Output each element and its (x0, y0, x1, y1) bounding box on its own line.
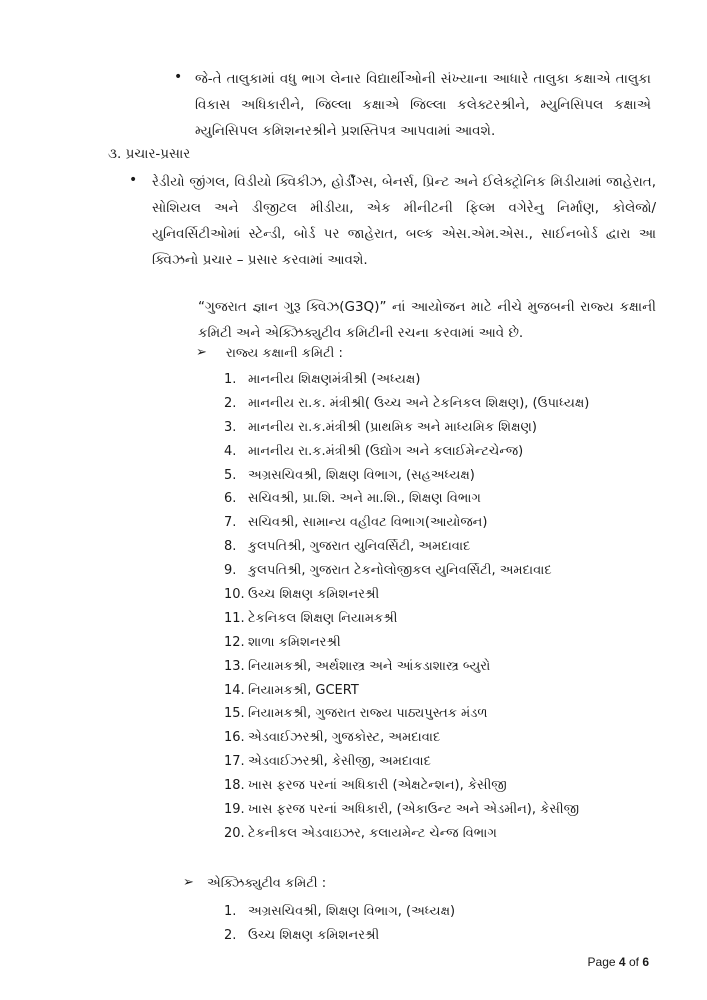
page-number (588, 955, 649, 969)
member-text: નિયામકશ્રી, અર્થશાસ્ત્ર અને આંકડાશાસ્ત્ર બ્યુરો (248, 658, 491, 674)
member-text: માનનીય રા.ક.મંત્રીશ્રી (ઉદ્યોગ અને કલાઈમેન્ટચેન્જ) (248, 443, 524, 459)
member-number: 12. (224, 634, 245, 650)
member-text: ખાસ ફરજ પરનાં અધિકારી (એક્ષટેન્શન), કેસીજી (248, 778, 507, 794)
member-number: 17. (224, 754, 245, 770)
member-number: 4. (224, 443, 237, 459)
committee-member-item (224, 559, 589, 583)
committee-member-item (224, 416, 589, 440)
member-number: 1. (224, 904, 237, 919)
committee-member-item (224, 440, 589, 464)
bullet-point: • (174, 69, 183, 85)
committee-member-item (224, 900, 455, 924)
member-number: 7. (224, 515, 237, 531)
member-number: 8. (224, 539, 237, 555)
committee-member-item (224, 702, 589, 726)
member-text: ખાસ ફરજ પરનાં અધિકારી, (એકાઉન્ટ અને એડમીન), કેસીજી (248, 802, 579, 818)
member-number: 15. (224, 706, 245, 722)
publicity-paragraph: રેડીયો જીંગલ, વિડીયો ક્વિકીઝ, હોર્ડીંગ્સ, બેનર્સ, પ્રિન્ટ અને ઈલેક્ટ્રોનિક મિડીયામાં જાહેરાત, સોશિયલ અને ડીજીટલ મીડીયા, એક મીનીટની ફિલ્મ વગેરેનુ નિર્માણ, કોલેજો/યુનિવર્સિટીઓમાં સ્ટેન્ડી, બોર્ડ પર જાહેરાત, બલ્ક એસ.એમ.એસ., સાઈનબોર્ડ દ્વારા આ ક્વિઝનો પ્રચાર – પ્રસાર કરવામાં આવશે. (152, 174, 656, 268)
member-number: 19. (224, 802, 245, 818)
member-text: નિયામકશ્રી, ગુજરાત રાજ્ય પાઠ્યપુસ્તક મંડળ (248, 706, 488, 722)
member-number: 13. (224, 658, 245, 674)
member-number: 18. (224, 778, 245, 794)
committee-member-item (224, 798, 589, 822)
committee-member-item (224, 392, 589, 416)
committee-member-item (224, 679, 589, 703)
member-text: ટેકનિકલ શિક્ષણ નિયામકશ્રી (248, 610, 398, 626)
member-number: 10. (224, 587, 245, 603)
member-text: ઉચ્ચ શિક્ષણ કમિશનરશ્રી (248, 927, 380, 943)
member-number: 3. (224, 419, 237, 435)
state-committee-list (224, 368, 589, 846)
member-text: એડવાઈઝરશ્રી, ગુજકોસ્ટ, અમદાવાદ (248, 730, 441, 746)
member-text: કુલપતિશ્રી, ગુજરાત યુનિવર્સિટી, અમદાવાદ (248, 539, 471, 555)
member-number: 6. (224, 491, 237, 507)
committee-member-item (224, 655, 589, 679)
committee-member-item (224, 511, 589, 535)
member-number: 1. (224, 372, 237, 387)
arrow-bullet-icon: ➢ (196, 345, 207, 360)
member-number: 9. (224, 563, 237, 579)
of-word: of (628, 955, 639, 969)
arrow-bullet-icon: ➢ (183, 875, 194, 890)
committee-member-item (224, 822, 589, 846)
recognition-paragraph: જે-તે તાલુકામાં વધુ ભાગ લેનાર વિદ્યાર્થીઓની સંખ્યાના આધારે તાલુકા કક્ષાએ તાલુકા વિકાસ અધિકારીને, જિલ્લા કક્ષાએ જિલ્લા કલેક્ટરશ્રીને, મ્યુનિસિપલ કક્ષાએ મ્યુનિસિપલ કમિશનરશ્રીને પ્રશસ્તિપત્ર આપવામાં આવશે. (195, 71, 651, 139)
member-text: અગ્રસચિવશ્રી, શિક્ષણ વિભાગ, (અધ્યક્ષ) (248, 904, 456, 919)
committee-member-item (224, 924, 455, 948)
committee-member-item (224, 750, 589, 774)
member-text: નિયામકશ્રી, GCERT (248, 682, 359, 698)
member-number: 2. (224, 395, 237, 411)
member-number: 2. (224, 927, 237, 943)
section-heading-publicity: ૩. પ્રચાર-પ્રસાર (108, 146, 191, 162)
committee-member-item (224, 631, 589, 655)
member-number: 16. (224, 730, 245, 746)
member-text: ટેકનીકલ એડવાઇઝર, કલાયમેન્ટ ચેન્જ વિભાગ (248, 825, 497, 841)
committee-member-item (224, 774, 589, 798)
executive-committee-label: એક્ઝિક્યુટીવ કમિટી : (207, 876, 327, 891)
state-committee-label: રાજ્ય કક્ષાની કમિટી : (226, 346, 343, 361)
member-number: 5. (224, 467, 237, 483)
member-text: એડવાઈઝરશ્રી, કેસીજી, અમદાવાદ (248, 754, 431, 770)
executive-committee-list (224, 900, 455, 948)
committee-member-item (224, 607, 589, 631)
committee-intro-paragraph: “ગુજરાત જ્ઞાન ગુરૂ ક્વિઝ(G3Q)” નાં આયોજન માટે નીચે મુજબની રાજ્ય કક્ષાની કમિટી અને એક્ઝિક્યુટીવ કમિટીની રચના કરવામાં આવે છે. (198, 299, 656, 341)
member-text: માનનીય શિક્ષણમંત્રીશ્રી (અધ્યક્ષ) (248, 372, 421, 387)
member-number: 20. (224, 825, 245, 841)
member-text: ઉચ્ચ શિક્ષણ કમિશનરશ્રી (248, 587, 380, 603)
member-text: અગ્રસચિવશ્રી, શિક્ષણ વિભાગ, (સહઅધ્યક્ષ) (248, 467, 475, 483)
committee-member-item (224, 726, 589, 750)
member-text: સચિવશ્રી, પ્રા.શિ. અને મા.શિ., શિક્ષણ વિભાગ (248, 491, 481, 507)
current-page: 4 (618, 955, 626, 969)
member-text: સચિવશ્રી, સામાન્ય વહીવટ વિભાગ(આયોજન) (248, 515, 488, 531)
total-pages: 6 (642, 955, 649, 969)
member-text: માનનીય રા.ક. મંત્રીશ્રી( ઉચ્ચ અને ટેકનિકલ શિક્ષણ), (ઉપાધ્યક્ષ) (248, 395, 590, 411)
member-text: માનનીય રા.ક.મંત્રીશ્રી (પ્રાથમિક અને માધ્યમિક શિક્ષણ) (248, 419, 537, 435)
member-text: કુલપતિશ્રી, ગુજરાત ટેકનોલોજીકલ યુનિવર્સિટી, અમદાવાદ (248, 563, 552, 579)
bullet-point: • (129, 172, 138, 188)
page-word: Page (587, 955, 616, 969)
committee-member-item (224, 583, 589, 607)
committee-member-item (224, 464, 589, 488)
committee-member-item (224, 368, 589, 392)
member-number: 14. (224, 682, 245, 698)
committee-member-item (224, 487, 589, 511)
member-text: શાળા કમિશનરશ્રી (248, 634, 341, 650)
committee-member-item (224, 535, 589, 559)
member-number: 11. (224, 610, 245, 626)
